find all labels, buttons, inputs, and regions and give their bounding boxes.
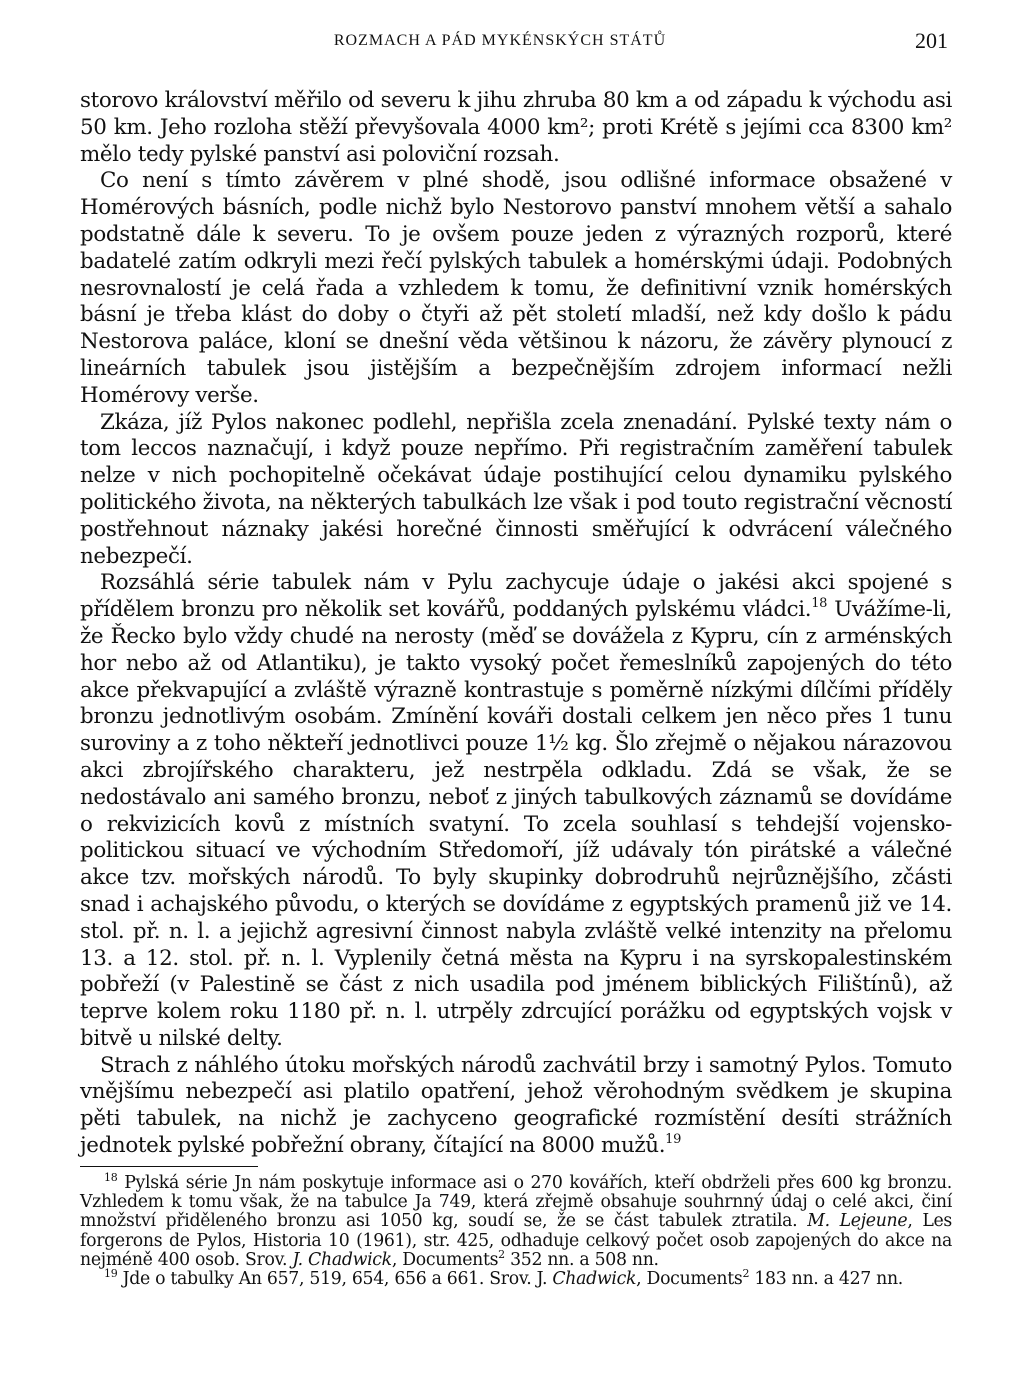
edition-superscript: 2 (498, 1247, 505, 1261)
footnote-number: 19 (104, 1267, 118, 1281)
paragraph: storovo království měřilo od severu k jihu zhruba 80 km a od západu k východu asi 50 km. Jeho rozloha stěží převyšovala 4000 km²; proti Krétě s jejími cca 8300 km² mělo tedy pylské panství asi poloviční rozsah. (80, 88, 952, 167)
footnote-text: 352 nn. a 508 nn. (504, 1249, 659, 1270)
paragraph-text: Strach z náhlého útoku mořských národů zachvátil brzy i samotný Pylos. Tomuto vnějšímu nebezpečí asi platilo opatření, jehož věrohodným svědkem je skupina pěti tabulek, na nichž je zachyceno geografické rozmístění desíti strážních jednotek pylské pobřežní obrany, čítající na 8000 mužů. (80, 1052, 952, 1159)
footnote-separator (80, 1166, 258, 1167)
footnote-text: , Documents (636, 1269, 743, 1290)
body-text (80, 88, 952, 1160)
author-name: Chadwick (552, 1269, 637, 1290)
footnote (80, 1267, 952, 1290)
paragraph-text: Rozsáhlá série tabulek nám v Pylu zachycuje údaje o jakési akci spojené s přídělem bronzu pro několik set kovářů, poddaných pylskému vládci. (80, 570, 952, 623)
footnote-text: 183 nn. a 427 nn. (749, 1269, 904, 1290)
edition-superscript: 2 (742, 1267, 750, 1281)
footnote (80, 1171, 953, 1270)
paragraph (80, 1053, 952, 1160)
paragraph: Co není s tímto závěrem v plné shodě, jsou odlišné informace obsažené v Homérových básních, podle nichž bylo Nestorovo panství mnohem větší a sahalo podstatně dále k severu. To je ovšem pouze jeden z výrazných rozporů, které badatelé zatím odkryli mezi řečí pylských tabulek a homérskými údaji. Podobných nesrovnalostí je celá řada a vzhledem k tomu, že definitivní vznik homérských básní je třeba klást do doby o čtyři až pět století mladší, než kdy došlo k pádu Nestorova paláce, kloní se dnešní věda většinou k názoru, že závěry plynoucí z lineárních tabulek jsou jistějším a bezpečnějším zdrojem informací nežli Homérovy verše. (80, 168, 952, 408)
paragraph-text: Uvážíme-li, že Řecko bylo vždy chudé na nerosty (měď se dovážela z Kypru, cín z arménských hor nebo až od Atlantiku), je takto vysoký počet řemeslníků zapojených do této akce překvapující a zvláště výrazně kontrastuje s poměrně nízkými dílčími příděly bronzu jednotlivým osobám. Zmínění kováři dostali celkem jen něco přes 1 tunu suroviny a z toho někteří jednotlivci pouze 1½ kg. Šlo zřejmě o nějakou nárazovou akci zbrojířského charakteru, jež nestrpěla odkladu. Zdá se však, že se nedostávalo ani samého bronzu, neboť z jiných tabulkových záznamů se dovídáme o rekvizicích kovů z místních svatyní. To zcela souhlasí s tehdejší vojensko-politickou situací ve východním Středomoří, jíž udávaly tón pirátské a válečné akce tzv. mořských národů. To byly skupinky dobrodruhů nejrůznějšího, zčásti snad i achajského původu, o kterých se dovídáme z egyptských pramenů již ve 14. stol. př. n. l. a jejichž agresivní činnost nabyla zvláště velké intenzity na přelomu 13. a 12. stol. př. n. l. Vyplenily četná města na Kypru i na syrskopalestinském pobřeží (v Palestině se část z nich usadila pod jménem biblických Filištínů), až teprve kolem roku 1180 př. n. l. utrpěly zdrcující porážku od egyptských vojsk v bitvě u nilské delty. (80, 597, 952, 1051)
footnote-text: Pylská série Jn nám poskytuje informace asi o 270 kovářích, kteří obdrželi přes 600 kg bronzu. Vzhledem k tomu však, že na tabulce Ja 749, která zřejmě obsahuje souhrnný údaj o celé akci, činí množství přiděleného bronzu asi 1050 kg, soudí se, že se část tabulek ztratila. (80, 1173, 952, 1232)
author-name: J. Chadwick (292, 1249, 392, 1270)
footnote-text: , Les forgerons de Pylos, Historia 10 (1961), str. 425, odhaduje celkový počet osob zapojených do akce na nejméně 400 osob. Srov. (80, 1211, 953, 1270)
footnote-number: 18 (104, 1171, 118, 1184)
footnote-text: , Documents (391, 1249, 499, 1270)
page-number: 201 (915, 28, 948, 53)
footnote-ref: 18 (811, 596, 828, 612)
footnote-ref: 19 (665, 1132, 682, 1148)
paragraph (80, 570, 952, 1052)
paragraph: Zkáza, jíž Pylos nakonec podlehl, nepřišla zcela znenadání. Pylské texty nám o tom leccos naznačují, i když pouze nepřímo. Při registračním zaměření tabulek nelze v nich pochopitelně očekávat údaje postihující celou dynamiku pylského politického života, na některých tabulkách lze však i pod touto registrační věcností postřehnout náznaky jakési horečné činnosti směřující k odvrácení válečného nebezpečí. (80, 409, 952, 569)
author-name: M. Lejeune (807, 1211, 908, 1232)
running-title: ROZMACH A PÁD MYKÉNSKÝCH STÁTŮ (333, 32, 667, 49)
footnotes (80, 1171, 953, 1290)
footnote-text: Jde o tabulky An 657, 519, 654, 656 a 661. Srov. J. (117, 1269, 553, 1290)
